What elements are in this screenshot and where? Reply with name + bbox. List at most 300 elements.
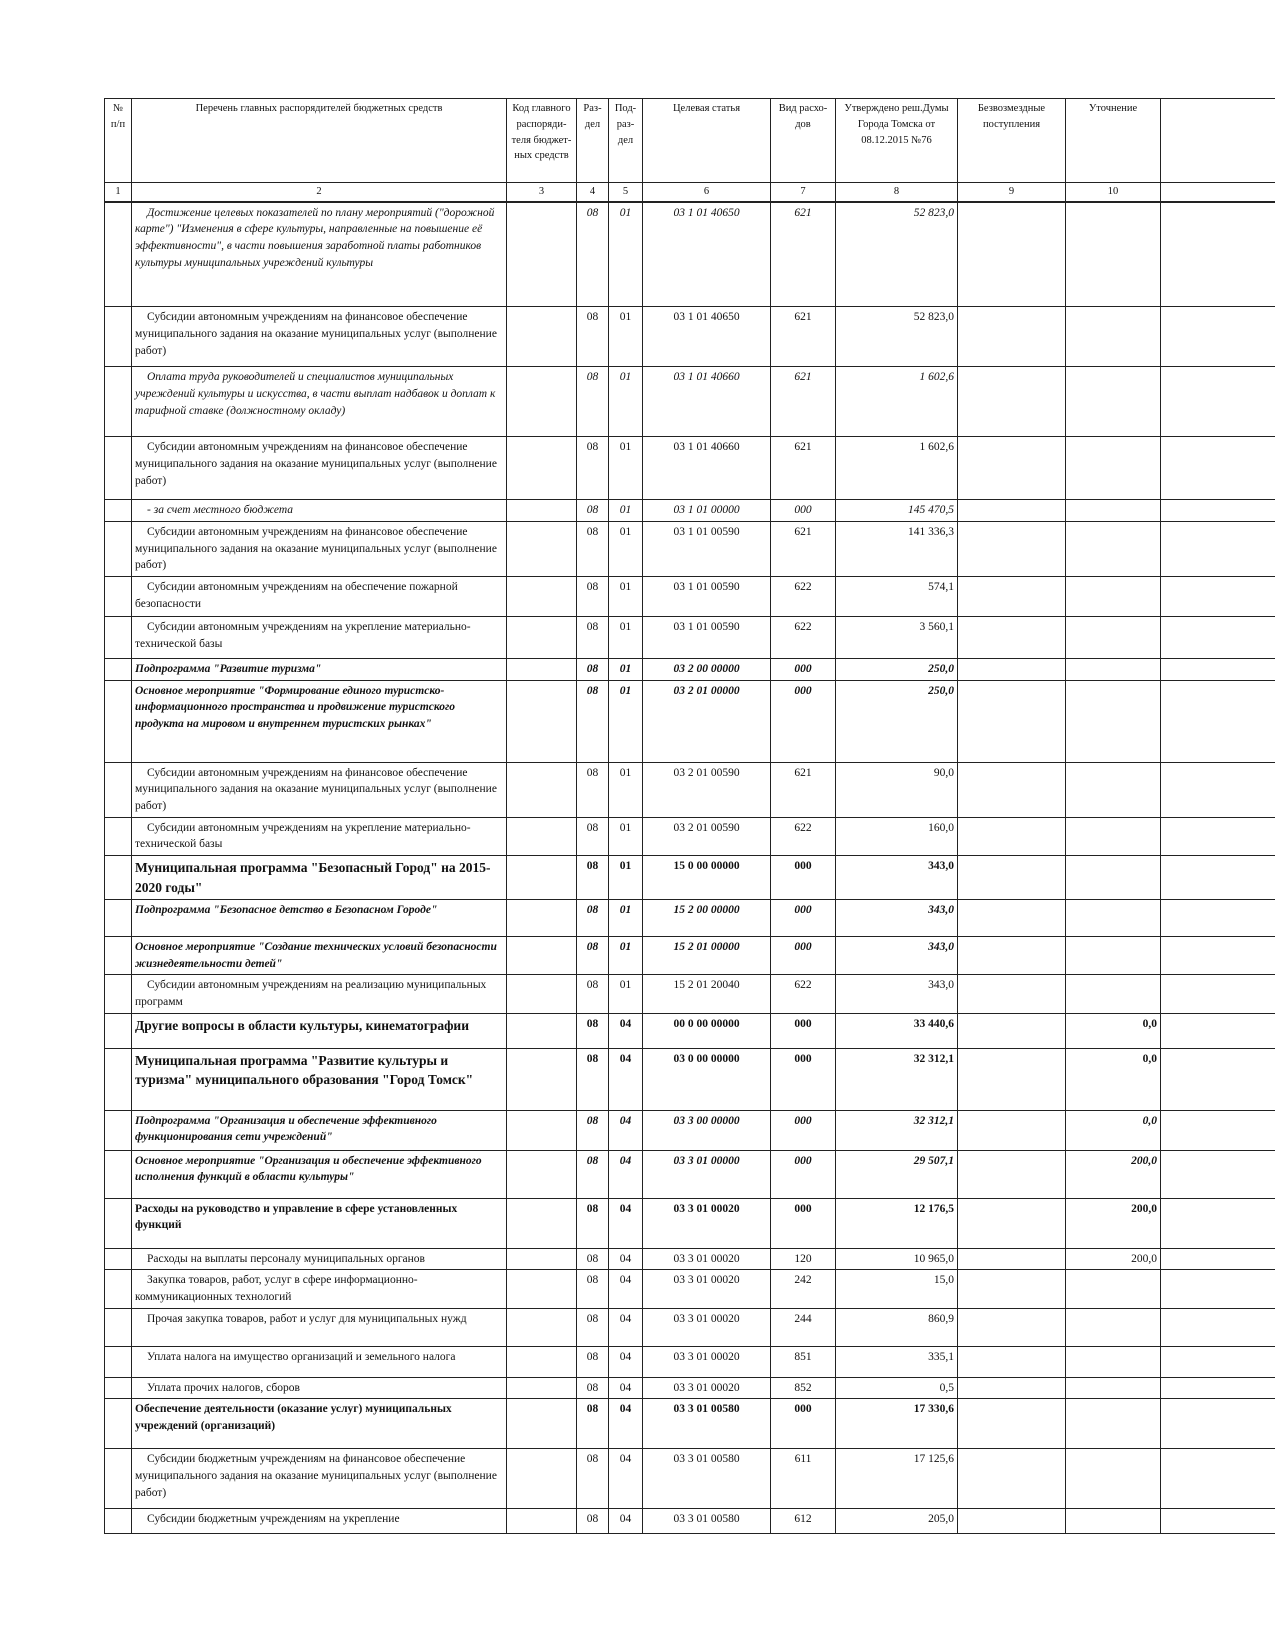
- extra-cell: [1161, 437, 1275, 500]
- header-cell: Под-раз-дел: [609, 99, 643, 183]
- header-cell: Код главного распоряди-теля бюджет-ных средств: [507, 99, 577, 183]
- razdel-cell: 08: [577, 521, 609, 576]
- extra-cell: [1161, 1150, 1275, 1198]
- num-cell: [105, 658, 132, 680]
- row-name: Основное мероприятие "Создание технических условий безопасности жизнедеятельности детей": [132, 937, 507, 975]
- table-row: [105, 1509, 1275, 1534]
- code-cell: [507, 367, 577, 437]
- expense-type-cell: 611: [771, 1449, 836, 1509]
- column-number: 2: [132, 183, 507, 202]
- extra-cell: [1161, 307, 1275, 367]
- table-row: [105, 762, 1275, 817]
- expense-type-cell: 621: [771, 521, 836, 576]
- target-article-cell: 15 2 01 20040: [643, 975, 771, 1013]
- approved-amount-cell: 141 336,3: [836, 521, 958, 576]
- target-article-cell: 03 1 01 40660: [643, 437, 771, 500]
- podrazdel-cell: 01: [609, 658, 643, 680]
- num-cell: [105, 937, 132, 975]
- change-cell: [1066, 576, 1161, 616]
- podrazdel-cell: 01: [609, 367, 643, 437]
- change-cell: [1066, 1449, 1161, 1509]
- expense-type-cell: 622: [771, 616, 836, 658]
- extra-cell: [1161, 1308, 1275, 1346]
- extra-cell: [1161, 1013, 1275, 1048]
- num-cell: [105, 1248, 132, 1270]
- code-cell: [507, 1048, 577, 1110]
- table-row: [105, 1013, 1275, 1048]
- grants-cell: [958, 367, 1066, 437]
- column-number: 3: [507, 183, 577, 202]
- grants-cell: [958, 680, 1066, 762]
- extra-cell: [1161, 1377, 1275, 1399]
- target-article-cell: 03 3 01 00020: [643, 1377, 771, 1399]
- num-cell: [105, 1377, 132, 1399]
- num-cell: [105, 616, 132, 658]
- razdel-cell: 08: [577, 1150, 609, 1198]
- approved-amount-cell: 90,0: [836, 762, 958, 817]
- num-cell: [105, 1509, 132, 1534]
- target-article-cell: 00 0 00 00000: [643, 1013, 771, 1048]
- extra-cell: [1161, 975, 1275, 1013]
- approved-amount-cell: 574,1: [836, 576, 958, 616]
- code-cell: [507, 1013, 577, 1048]
- expense-type-cell: 000: [771, 900, 836, 937]
- row-name: Расходы на руководство и управление в сфере установленных функций: [132, 1198, 507, 1248]
- table-row: [105, 900, 1275, 937]
- grants-cell: [958, 576, 1066, 616]
- grants-cell: [958, 1377, 1066, 1399]
- razdel-cell: 08: [577, 307, 609, 367]
- expense-type-cell: 622: [771, 975, 836, 1013]
- change-cell: [1066, 500, 1161, 522]
- change-cell: [1066, 616, 1161, 658]
- table-body: [105, 202, 1275, 1534]
- column-number: 8: [836, 183, 958, 202]
- code-cell: [507, 1248, 577, 1270]
- row-name: Закупка товаров, работ, услуг в сфере информационно-коммуникационных технологий: [132, 1270, 507, 1308]
- table-row: [105, 307, 1275, 367]
- table-row: [105, 1308, 1275, 1346]
- row-name: Субсидии автономным учреждениям на укрепление материально-технической базы: [132, 616, 507, 658]
- row-name: Субсидии автономным учреждениям на финансовое обеспечение муниципального задания на оказание муниципальных услуг (выполнение работ): [132, 437, 507, 500]
- row-name: Достижение целевых показателей по плану мероприятий ("дорожной карте") "Изменения в сфере культуры, направленные на повышение её эффективности", в части повышения заработной платы работников культуры муниципальных учреждений культуры: [132, 202, 507, 307]
- grants-cell: [958, 500, 1066, 522]
- extra-cell: [1161, 500, 1275, 522]
- razdel-cell: 08: [577, 1013, 609, 1048]
- change-cell: [1066, 367, 1161, 437]
- razdel-cell: 08: [577, 1399, 609, 1449]
- change-cell: [1066, 817, 1161, 855]
- row-name: Муниципальная программа "Безопасный Город" на 2015-2020 годы": [132, 855, 507, 899]
- approved-amount-cell: 33 440,6: [836, 1013, 958, 1048]
- header-row: [105, 99, 1275, 183]
- extra-cell: [1161, 1346, 1275, 1377]
- num-cell: [105, 1346, 132, 1377]
- num-cell: [105, 1198, 132, 1248]
- row-name: Подпрограмма "Безопасное детство в Безопасном Городе": [132, 900, 507, 937]
- column-number-row: [105, 183, 1275, 202]
- extra-cell: [1161, 1399, 1275, 1449]
- code-cell: [507, 680, 577, 762]
- extra-cell: [1161, 1048, 1275, 1110]
- approved-amount-cell: 343,0: [836, 937, 958, 975]
- expense-type-cell: 000: [771, 500, 836, 522]
- extra-cell: [1161, 1270, 1275, 1308]
- change-cell: [1066, 1399, 1161, 1449]
- change-cell: [1066, 1308, 1161, 1346]
- razdel-cell: 08: [577, 975, 609, 1013]
- grants-cell: [958, 762, 1066, 817]
- podrazdel-cell: 01: [609, 817, 643, 855]
- expense-type-cell: 621: [771, 202, 836, 307]
- approved-amount-cell: 32 312,1: [836, 1110, 958, 1150]
- extra-cell: [1161, 855, 1275, 899]
- grants-cell: [958, 521, 1066, 576]
- approved-amount-cell: 0,5: [836, 1377, 958, 1399]
- approved-amount-cell: 12 176,5: [836, 1198, 958, 1248]
- target-article-cell: 03 1 01 00000: [643, 500, 771, 522]
- razdel-cell: 08: [577, 855, 609, 899]
- table-row: [105, 817, 1275, 855]
- razdel-cell: 08: [577, 1449, 609, 1509]
- table-row: [105, 975, 1275, 1013]
- code-cell: [507, 817, 577, 855]
- num-cell: [105, 307, 132, 367]
- approved-amount-cell: 15,0: [836, 1270, 958, 1308]
- code-cell: [507, 521, 577, 576]
- podrazdel-cell: 01: [609, 937, 643, 975]
- approved-amount-cell: 343,0: [836, 975, 958, 1013]
- code-cell: [507, 855, 577, 899]
- target-article-cell: 03 1 01 40650: [643, 202, 771, 307]
- row-name: Муниципальная программа "Развитие культуры и туризма" муниципального образования "Город Томск": [132, 1048, 507, 1110]
- expense-type-cell: 000: [771, 658, 836, 680]
- razdel-cell: 08: [577, 367, 609, 437]
- expense-type-cell: 852: [771, 1377, 836, 1399]
- podrazdel-cell: 01: [609, 202, 643, 307]
- razdel-cell: 08: [577, 1198, 609, 1248]
- row-name: Основное мероприятие "Организация и обеспечение эффективного исполнения функций в области культуры": [132, 1150, 507, 1198]
- podrazdel-cell: 01: [609, 900, 643, 937]
- code-cell: [507, 500, 577, 522]
- target-article-cell: 03 3 01 00580: [643, 1399, 771, 1449]
- grants-cell: [958, 937, 1066, 975]
- change-cell: [1066, 680, 1161, 762]
- table-row: [105, 367, 1275, 437]
- expense-type-cell: 622: [771, 576, 836, 616]
- target-article-cell: 03 0 00 00000: [643, 1048, 771, 1110]
- extra-cell: [1161, 576, 1275, 616]
- code-cell: [507, 616, 577, 658]
- extra-cell: [1161, 1449, 1275, 1509]
- code-cell: [507, 762, 577, 817]
- podrazdel-cell: 01: [609, 762, 643, 817]
- grants-cell: [958, 1449, 1066, 1509]
- target-article-cell: 03 3 01 00580: [643, 1449, 771, 1509]
- extra-cell: [1161, 1110, 1275, 1150]
- change-cell: [1066, 307, 1161, 367]
- expense-type-cell: 621: [771, 437, 836, 500]
- razdel-cell: 08: [577, 762, 609, 817]
- grants-cell: [958, 900, 1066, 937]
- podrazdel-cell: 01: [609, 616, 643, 658]
- num-cell: [105, 900, 132, 937]
- approved-amount-cell: 160,0: [836, 817, 958, 855]
- num-cell: [105, 1308, 132, 1346]
- code-cell: [507, 975, 577, 1013]
- code-cell: [507, 900, 577, 937]
- expense-type-cell: 000: [771, 1150, 836, 1198]
- num-cell: [105, 202, 132, 307]
- target-article-cell: 03 1 01 00590: [643, 576, 771, 616]
- approved-amount-cell: 205,0: [836, 1509, 958, 1534]
- row-name: - за счет местного бюджета: [132, 500, 507, 522]
- code-cell: [507, 937, 577, 975]
- podrazdel-cell: 04: [609, 1198, 643, 1248]
- razdel-cell: 08: [577, 1048, 609, 1110]
- table-row: [105, 1346, 1275, 1377]
- expense-type-cell: 621: [771, 367, 836, 437]
- table-row: [105, 521, 1275, 576]
- target-article-cell: 03 3 01 00000: [643, 1150, 771, 1198]
- row-name: Подпрограмма "Организация и обеспечение эффективного функционирования сети учреждений": [132, 1110, 507, 1150]
- row-name: Субсидии автономным учреждениям на укрепление материально-технической базы: [132, 817, 507, 855]
- code-cell: [507, 1150, 577, 1198]
- razdel-cell: 08: [577, 658, 609, 680]
- target-article-cell: 03 2 01 00000: [643, 680, 771, 762]
- change-cell: 200,0: [1066, 1150, 1161, 1198]
- num-cell: [105, 1270, 132, 1308]
- change-cell: 0,0: [1066, 1013, 1161, 1048]
- expense-type-cell: 000: [771, 1110, 836, 1150]
- expense-type-cell: 242: [771, 1270, 836, 1308]
- grants-cell: [958, 1346, 1066, 1377]
- table-row: [105, 1270, 1275, 1308]
- podrazdel-cell: 01: [609, 975, 643, 1013]
- grants-cell: [958, 817, 1066, 855]
- podrazdel-cell: 04: [609, 1013, 643, 1048]
- change-cell: [1066, 658, 1161, 680]
- approved-amount-cell: 343,0: [836, 855, 958, 899]
- razdel-cell: 08: [577, 680, 609, 762]
- table-row: [105, 1110, 1275, 1150]
- change-cell: [1066, 1377, 1161, 1399]
- target-article-cell: 03 2 01 00590: [643, 762, 771, 817]
- header-cell: Уточнение: [1066, 99, 1161, 183]
- num-cell: [105, 680, 132, 762]
- table-row: [105, 1449, 1275, 1509]
- header-cell: Перечень главных распорядителей бюджетных средств: [132, 99, 507, 183]
- table-row: [105, 437, 1275, 500]
- row-name: Субсидии автономным учреждениям на реализацию муниципальных программ: [132, 975, 507, 1013]
- grants-cell: [958, 1150, 1066, 1198]
- num-cell: [105, 817, 132, 855]
- extra-cell: [1161, 202, 1275, 307]
- expense-type-cell: 120: [771, 1248, 836, 1270]
- razdel-cell: 08: [577, 1346, 609, 1377]
- change-cell: [1066, 1346, 1161, 1377]
- change-cell: [1066, 202, 1161, 307]
- num-cell: [105, 975, 132, 1013]
- extra-cell: [1161, 937, 1275, 975]
- table-row: [105, 1248, 1275, 1270]
- change-cell: 200,0: [1066, 1248, 1161, 1270]
- extra-cell: [1161, 762, 1275, 817]
- target-article-cell: 03 3 01 00020: [643, 1346, 771, 1377]
- header-cell: Раз-дел: [577, 99, 609, 183]
- target-article-cell: 03 3 00 00000: [643, 1110, 771, 1150]
- num-cell: [105, 1048, 132, 1110]
- expense-type-cell: 622: [771, 817, 836, 855]
- target-article-cell: 15 2 00 00000: [643, 900, 771, 937]
- expense-type-cell: 244: [771, 1308, 836, 1346]
- column-number-extra: [1161, 183, 1275, 202]
- approved-amount-cell: 3 560,1: [836, 616, 958, 658]
- num-cell: [105, 1399, 132, 1449]
- podrazdel-cell: 01: [609, 576, 643, 616]
- table-row: [105, 680, 1275, 762]
- target-article-cell: 03 3 01 00020: [643, 1248, 771, 1270]
- header-cell: Вид расхо-дов: [771, 99, 836, 183]
- table-row: [105, 576, 1275, 616]
- grants-cell: [958, 658, 1066, 680]
- target-article-cell: 03 1 01 40660: [643, 367, 771, 437]
- podrazdel-cell: 04: [609, 1110, 643, 1150]
- target-article-cell: 03 2 00 00000: [643, 658, 771, 680]
- table-row: [105, 1048, 1275, 1110]
- podrazdel-cell: 04: [609, 1449, 643, 1509]
- change-cell: [1066, 521, 1161, 576]
- table-row: [105, 658, 1275, 680]
- header-cell: Утверждено реш.Думы Города Томска от 08.12.2015 №76: [836, 99, 958, 183]
- target-article-cell: 03 1 01 00590: [643, 521, 771, 576]
- podrazdel-cell: 01: [609, 521, 643, 576]
- expense-type-cell: 000: [771, 680, 836, 762]
- podrazdel-cell: 04: [609, 1270, 643, 1308]
- extra-cell: [1161, 680, 1275, 762]
- num-cell: [105, 437, 132, 500]
- column-number: 10: [1066, 183, 1161, 202]
- table-row: [105, 1399, 1275, 1449]
- expense-type-cell: 621: [771, 307, 836, 367]
- column-number: 1: [105, 183, 132, 202]
- row-name: Подпрограмма "Развитие туризма": [132, 658, 507, 680]
- target-article-cell: 03 3 01 00580: [643, 1509, 771, 1534]
- code-cell: [507, 1110, 577, 1150]
- change-cell: [1066, 855, 1161, 899]
- grants-cell: [958, 855, 1066, 899]
- podrazdel-cell: 04: [609, 1308, 643, 1346]
- column-number: 9: [958, 183, 1066, 202]
- code-cell: [507, 1377, 577, 1399]
- row-name: Уплата налога на имущество организаций и земельного налога: [132, 1346, 507, 1377]
- column-number: 4: [577, 183, 609, 202]
- grants-cell: [958, 437, 1066, 500]
- row-name: Другие вопросы в области культуры, кинематографии: [132, 1013, 507, 1048]
- expense-type-cell: 851: [771, 1346, 836, 1377]
- row-name: Оплата труда руководителей и специалистов муниципальных учреждений культуры и искусства, в части выплат надбавок и доплат к тарифной ставке (должностному окладу): [132, 367, 507, 437]
- num-cell: [105, 1150, 132, 1198]
- extra-cell: [1161, 521, 1275, 576]
- extra-cell: [1161, 1509, 1275, 1534]
- expense-type-cell: 000: [771, 855, 836, 899]
- approved-amount-cell: 1 602,6: [836, 437, 958, 500]
- row-name: Уплата прочих налогов, сборов: [132, 1377, 507, 1399]
- row-name: Основное мероприятие "Формирование единого туристско-информационного пространства и продвижение туристского продукта на мировом и внутреннем туристских рынках": [132, 680, 507, 762]
- table-row: [105, 1150, 1275, 1198]
- extra-cell: [1161, 1248, 1275, 1270]
- change-cell: [1066, 437, 1161, 500]
- expense-type-cell: 000: [771, 1013, 836, 1048]
- podrazdel-cell: 04: [609, 1509, 643, 1534]
- razdel-cell: 08: [577, 202, 609, 307]
- change-cell: 200,0: [1066, 1198, 1161, 1248]
- expense-type-cell: 000: [771, 1198, 836, 1248]
- table-row: [105, 937, 1275, 975]
- razdel-cell: 08: [577, 900, 609, 937]
- header-cell: № п/п: [105, 99, 132, 183]
- code-cell: [507, 1270, 577, 1308]
- change-cell: [1066, 1509, 1161, 1534]
- table-row: [105, 500, 1275, 522]
- expense-type-cell: 000: [771, 1399, 836, 1449]
- expense-type-cell: 612: [771, 1509, 836, 1534]
- code-cell: [507, 1346, 577, 1377]
- grants-cell: [958, 307, 1066, 367]
- expense-type-cell: 000: [771, 937, 836, 975]
- grants-cell: [958, 1110, 1066, 1150]
- row-name: Субсидии бюджетным учреждениям на укрепление: [132, 1509, 507, 1534]
- approved-amount-cell: 343,0: [836, 900, 958, 937]
- podrazdel-cell: 04: [609, 1048, 643, 1110]
- extra-cell: [1161, 658, 1275, 680]
- extra-cell: [1161, 367, 1275, 437]
- table-row: [105, 616, 1275, 658]
- razdel-cell: 08: [577, 500, 609, 522]
- approved-amount-cell: 17 330,6: [836, 1399, 958, 1449]
- header-cell: Безвозмездные поступления: [958, 99, 1066, 183]
- target-article-cell: 15 2 01 00000: [643, 937, 771, 975]
- podrazdel-cell: 04: [609, 1399, 643, 1449]
- extra-cell: [1161, 817, 1275, 855]
- target-article-cell: 15 0 00 00000: [643, 855, 771, 899]
- column-number: 6: [643, 183, 771, 202]
- approved-amount-cell: 32 312,1: [836, 1048, 958, 1110]
- table-row: [105, 855, 1275, 899]
- code-cell: [507, 437, 577, 500]
- podrazdel-cell: 01: [609, 500, 643, 522]
- extra-cell: [1161, 900, 1275, 937]
- approved-amount-cell: 52 823,0: [836, 202, 958, 307]
- row-name: Субсидии автономным учреждениям на финансовое обеспечение муниципального задания на оказание муниципальных услуг (выполнение работ): [132, 307, 507, 367]
- code-cell: [507, 576, 577, 616]
- approved-amount-cell: 145 470,5: [836, 500, 958, 522]
- grants-cell: [958, 1270, 1066, 1308]
- table-row: [105, 202, 1275, 307]
- extra-cell: [1161, 1198, 1275, 1248]
- approved-amount-cell: 250,0: [836, 680, 958, 762]
- target-article-cell: 03 3 01 00020: [643, 1270, 771, 1308]
- razdel-cell: 08: [577, 817, 609, 855]
- num-cell: [105, 762, 132, 817]
- podrazdel-cell: 04: [609, 1377, 643, 1399]
- num-cell: [105, 1110, 132, 1150]
- table-row: [105, 1377, 1275, 1399]
- change-cell: [1066, 937, 1161, 975]
- podrazdel-cell: 04: [609, 1248, 643, 1270]
- approved-amount-cell: 17 125,6: [836, 1449, 958, 1509]
- podrazdel-cell: 01: [609, 437, 643, 500]
